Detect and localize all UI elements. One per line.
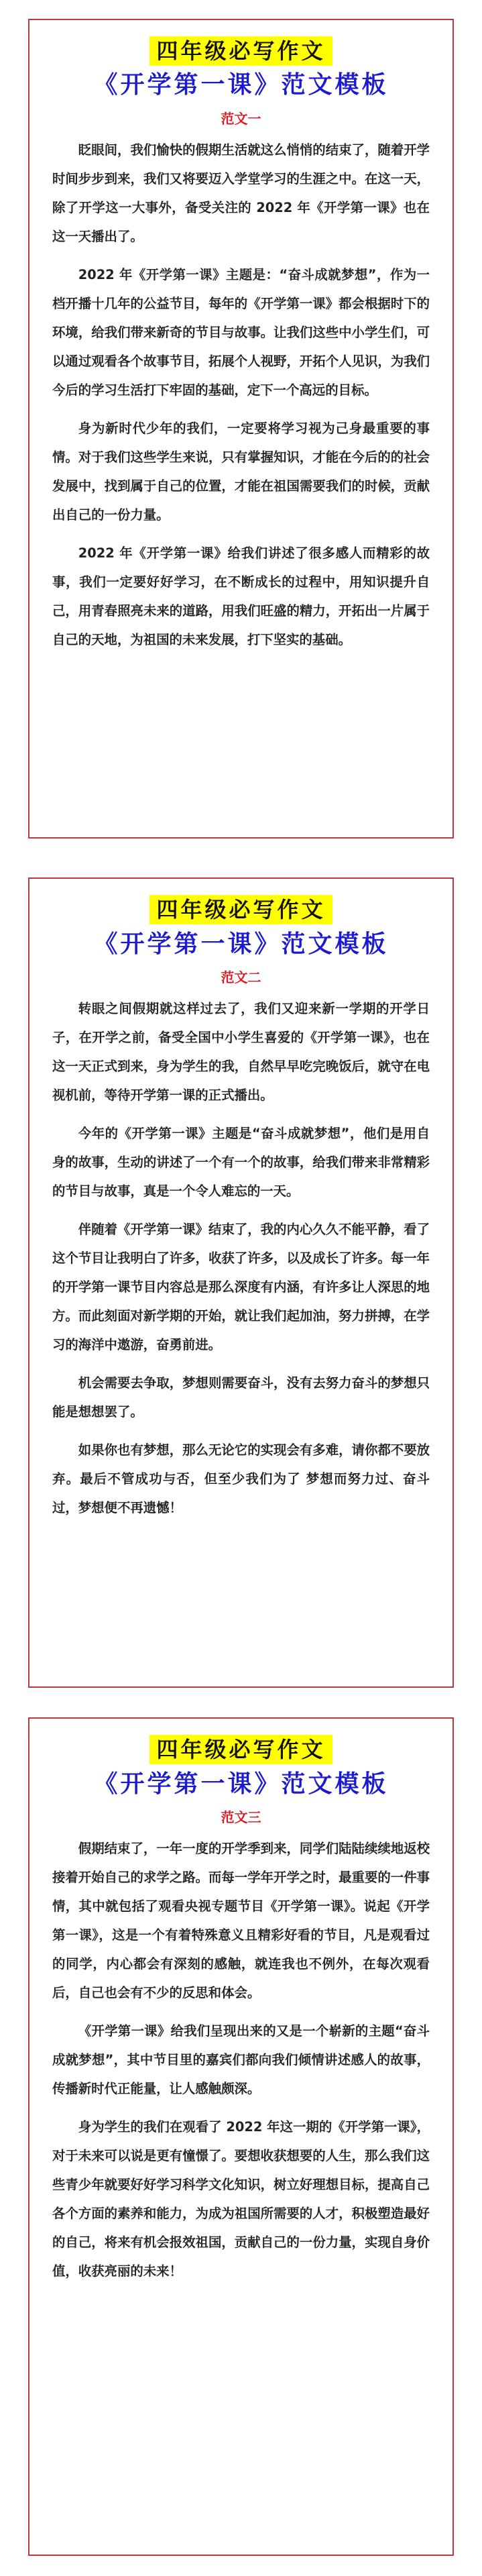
essay-paragraph: 2022 年《开学第一课》给我们讲述了很多感人而精彩的故事，我们一定要好好学习，在不断成长的过程中，用知识提升自己，用青春照亮未来的道路，用我们旺盛的精力，开拓出一片属于自己的天地，为祖国的未来发展，打下坚实的基础。	[52, 545, 430, 647]
essay-paragraph: 身为新时代少年的我们，一定要将学习视为己身最重要的事情。对于我们这些学生来说，只有掌握知识，才能在今后的的社会发展中，找到属于自己的位置，才能在祖国需要我们的时候，贡献出自己的一份力量。	[52, 421, 430, 523]
essay-paragraph: 2022 年《开学第一课》主题是：“奋斗成就梦想”，作为一档开播十几年的公益节目，每年的《开学第一课》都会根据时下的环境，给我们带来新奇的节目与故事。让我们这些中小学生们，可以通过观看各个故事节目，拓展个人视野，开拓个人见识，为我们今后的学习生活打下牢固的基础，定下一个高远的目标。	[52, 267, 430, 398]
card-title-line1: 四年级必写作文	[149, 1735, 332, 1764]
card-title-line2: 《开学第一课》范文模板	[93, 71, 389, 99]
essay-card-2	[28, 877, 454, 1688]
essay-paragraph: 如果你也有梦想，那么无论它的实现会有多难，请你都不要放弃。最后不管成功与否，但至少我们为了 梦想而努力过、奋斗过，梦想便不再遗憾！	[52, 1442, 430, 1515]
essay-subtitle: 范文二	[221, 969, 261, 985]
essay-card-3	[28, 1717, 454, 2556]
essay-subtitle: 范文一	[221, 111, 261, 127]
essay-subtitle: 范文三	[221, 1809, 261, 1825]
essay-paragraph: 身为学生的我们在观看了 2022 年这一期的《开学第一课》，对于未来可以说是更有憧憬了。要想收获想要的人生，那么我们这些青少年就要好好学习科学文化知识，树立好理想目标，提高自己各个方面的素养和能力，为成为祖国所需要的人才，积极塑造最好的自己，将来有机会报效祖国，贡献自己的一份力量，实现自身价值，收获亮丽的未来！	[52, 2119, 430, 2279]
essay-paragraph: 眨眼间，我们愉快的假期生活就这么悄悄的结束了，随着开学时间步步到来，我们又将要迈入学堂学习的生涯之中。在这一天，除了开学这一大事外，备受关注的 2022 年《开学第一课》也在这一天播出了。	[52, 142, 430, 244]
essay-paragraph: 机会需要去争取，梦想则需要奋斗，没有去努力奋斗的梦想只能是想想罢了。	[52, 1375, 430, 1419]
essay-paragraph: 转眼之间假期就这样过去了，我们又迎来新一学期的开学日子，在开学之前，备受全国中小学生喜爱的《开学第一课》，也在这一天正式到来，身为学生的我，自然早早吃完晚饭后，就守在电视机前，等待开学第一课的正式播出。	[52, 1001, 430, 1103]
essay-card-1	[28, 19, 454, 839]
card-title-line2: 《开学第一课》范文模板	[93, 1770, 389, 1798]
essay-paragraph: 假期结束了，一年一度的开学季到来，同学们陆陆续续地返校接着开始自己的求学之路。而每一学年开学之时，最重要的一件事情，其中就包括了观看央视专题节目《开学第一课》。说起《开学第一课》，这是一个有着特殊意义且精彩好看的节目，凡是观看过的同学，内心都会有深刻的感触，就连我也不例外，在每次观看后，自己也会有不少的反思和体会。	[52, 1841, 430, 2000]
essay-paragraph: 今年的《开学第一课》主题是“奋斗成就梦想”，他们是用自身的故事，生动的讲述了一个有一个的故事，给我们带来非常精彩的节目与故事，真是一个令人难忘的一天。	[52, 1126, 430, 1199]
card-title-line1: 四年级必写作文	[149, 36, 332, 66]
essay-paragraph: 《开学第一课》给我们呈现出来的又是一个崭新的主题“奋斗成就梦想”，其中节目里的嘉宾们都向我们倾情讲述感人的故事，传播新时代正能量，让人感触颇深。	[52, 2023, 430, 2096]
essay-paragraph: 伴随着《开学第一课》结束了，我的内心久久不能平静，看了这个节目让我明白了许多，收获了许多，以及成长了许多。每一年的开学第一课节目内容总是那么深度有内涵，有许多让人深思的地方。而此刻面对新学期的开始，就让我们起加油，努力拼搏，在学习的海洋中遨游，奋勇前进。	[52, 1222, 430, 1352]
card-title-line1: 四年级必写作文	[149, 895, 332, 924]
card-title-line2: 《开学第一课》范文模板	[93, 930, 389, 958]
